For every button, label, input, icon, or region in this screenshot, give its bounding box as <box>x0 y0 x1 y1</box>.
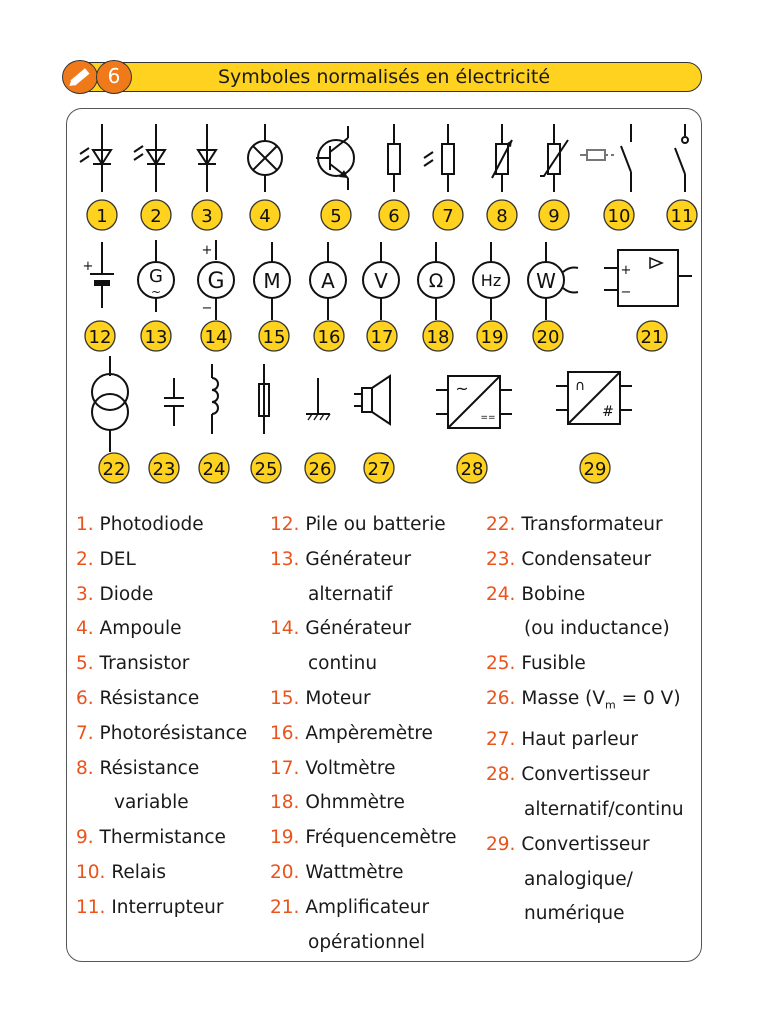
symbol-number-27 <box>364 453 394 483</box>
legend-item: 19. Fréquencemètre <box>270 827 457 849</box>
legend-item: 23. Condensateur <box>486 548 652 570</box>
legend-item-continuation: analogique/ <box>524 868 633 890</box>
symbol-number-20 <box>533 321 563 351</box>
legend-item: 21. Amplificateur <box>270 896 430 918</box>
thermistor-symbol <box>540 124 568 192</box>
photoresistor-symbol <box>424 124 454 192</box>
symbol-number-6 <box>379 200 409 230</box>
svg-text:~: ~ <box>455 379 469 398</box>
svg-text:19: 19 <box>480 327 504 348</box>
legend-item-continuation: continu <box>308 653 378 675</box>
svg-text:20: 20 <box>536 327 560 348</box>
ac-dc-converter-symbol <box>436 376 512 428</box>
symbol-number-14 <box>201 321 231 351</box>
legend-item: 2. DEL <box>76 548 136 570</box>
fuse-symbol <box>259 364 269 434</box>
legend-item: 3. Diode <box>76 583 154 605</box>
op-amp-symbol <box>604 250 692 306</box>
ammeter-symbol <box>310 242 346 320</box>
capacitor-symbol <box>164 378 184 426</box>
symbol-number-26 <box>305 453 335 483</box>
svg-text:G: G <box>149 266 163 287</box>
svg-text:25: 25 <box>254 459 278 480</box>
legend-item: 20. Wattmètre <box>270 861 404 883</box>
symbol-number-29 <box>580 453 610 483</box>
transistor-symbol <box>316 126 354 190</box>
svg-text:A: A <box>321 269 335 293</box>
svg-text:15: 15 <box>262 327 286 348</box>
variable-resistor-symbol <box>492 124 512 192</box>
transformer-symbol <box>92 356 128 452</box>
svg-text:+: + <box>201 243 213 258</box>
symbol-number-23 <box>149 453 179 483</box>
photodiode-symbol <box>80 124 111 192</box>
symbol-number-21 <box>637 321 667 351</box>
legend-item: 5. Transistor <box>76 653 190 675</box>
speaker-symbol <box>354 376 390 424</box>
legend-item-continuation: numérique <box>524 903 625 925</box>
legend-item: 29. Convertisseur <box>486 833 650 855</box>
voltmeter-symbol <box>363 242 399 320</box>
symbol-number-16 <box>314 321 344 351</box>
svg-text:3: 3 <box>201 206 213 227</box>
legend-item: 28. Convertisseur <box>486 764 650 786</box>
symbol-number-24 <box>199 453 229 483</box>
battery-symbol <box>83 242 114 308</box>
svg-text:G: G <box>207 269 225 294</box>
ground-symbol <box>306 378 330 420</box>
symbol-number-12 <box>85 321 115 351</box>
svg-text:13: 13 <box>144 327 168 348</box>
led-symbol <box>134 124 165 192</box>
svg-text:+: + <box>620 263 632 278</box>
symbol-number-1 <box>87 200 117 230</box>
legend-item: 14. Générateur <box>270 618 412 640</box>
symbol-number-7 <box>433 200 463 230</box>
symbols-panel <box>66 108 702 508</box>
relay-symbol <box>580 124 631 192</box>
legend-item: 7. Photorésistance <box>76 722 248 744</box>
svg-text:18: 18 <box>426 327 450 348</box>
svg-text:9: 9 <box>548 206 560 227</box>
wattmeter-symbol <box>528 242 578 320</box>
svg-text:22: 22 <box>102 459 126 480</box>
svg-text:26: 26 <box>308 459 332 480</box>
legend-column-3 <box>486 508 684 932</box>
symbol-number-28 <box>457 453 487 483</box>
svg-text:V: V <box>374 269 388 293</box>
svg-text:10: 10 <box>607 206 631 227</box>
svg-text:M: M <box>263 269 281 293</box>
symbol-number-4 <box>250 200 280 230</box>
svg-text:+: + <box>82 259 94 274</box>
svg-text:8: 8 <box>496 206 508 227</box>
svg-text:7: 7 <box>442 206 454 227</box>
svg-text:∩: ∩ <box>574 378 586 394</box>
symbol-number-8 <box>487 200 517 230</box>
svg-text:2: 2 <box>150 206 162 227</box>
svg-text:6: 6 <box>388 206 400 227</box>
legend-item: 13. Générateur <box>270 548 412 570</box>
legend-item: 9. Thermistance <box>76 827 226 849</box>
svg-text:24: 24 <box>202 459 226 480</box>
svg-text:W: W <box>536 269 556 293</box>
ohmmeter-symbol <box>418 242 454 320</box>
svg-text:1: 1 <box>96 206 108 227</box>
svg-text:Hz: Hz <box>480 271 502 290</box>
svg-text:−: − <box>201 301 213 316</box>
legend-item: 16. Ampèremètre <box>270 722 433 744</box>
symbol-number-22 <box>99 453 129 483</box>
legend-item: 1. Photodiode <box>76 514 204 535</box>
section-number-badge: 6 <box>96 60 132 94</box>
legend-item: 10. Relais <box>76 861 166 883</box>
svg-text:~: ~ <box>150 285 162 299</box>
frequency-meter-symbol <box>473 242 509 320</box>
symbol-number-10 <box>604 200 634 230</box>
legend-item: 17. Voltmètre <box>270 757 396 779</box>
resistor-symbol <box>388 124 400 192</box>
legend-item: 18. Ohmmètre <box>270 792 405 814</box>
title-banner <box>66 62 702 92</box>
dc-generator-symbol <box>198 240 234 320</box>
legend-item: 24. Bobine <box>486 583 586 605</box>
symbol-number-3 <box>192 200 222 230</box>
symbol-number-15 <box>259 321 289 351</box>
svg-text:−: − <box>620 285 632 300</box>
legend-item: 26. Masse ($V_m = 0$ V) <box>486 687 681 712</box>
legend-item: 12. Pile ou batterie <box>270 514 446 535</box>
legend-item: 22. Transformateur <box>486 514 663 535</box>
svg-text:28: 28 <box>460 459 484 480</box>
legend-item: 6. Résistance <box>76 687 200 709</box>
pencil-icon <box>62 60 98 94</box>
symbol-number-5 <box>321 200 351 230</box>
svg-text:12: 12 <box>88 327 112 348</box>
svg-text:5: 5 <box>330 206 342 227</box>
svg-text:16: 16 <box>317 327 341 348</box>
svg-text:11: 11 <box>670 206 694 227</box>
legend-item: 15. Moteur <box>270 687 371 709</box>
legend-item: 27. Haut parleur <box>486 729 638 751</box>
legend-item: 8. Résistance <box>76 757 200 779</box>
svg-text:#: # <box>602 404 614 420</box>
motor-symbol <box>254 242 290 320</box>
svg-text:27: 27 <box>367 459 391 480</box>
legend-column-2 <box>270 508 457 960</box>
ac-generator-symbol <box>138 240 174 312</box>
legend-item-continuation: alternatif <box>308 583 393 605</box>
svg-text:4: 4 <box>259 206 271 227</box>
symbol-number-2 <box>141 200 171 230</box>
symbol-number-18 <box>423 321 453 351</box>
symbol-number-17 <box>367 321 397 351</box>
inductor-symbol <box>212 364 218 434</box>
legend-item: 11. Interrupteur <box>76 896 224 918</box>
symbol-number-13 <box>141 321 171 351</box>
svg-text:Ω: Ω <box>428 270 444 292</box>
legend-item: 4. Ampoule <box>76 618 182 640</box>
legend-item-continuation: variable <box>114 792 189 814</box>
adc-converter-symbol <box>556 372 632 424</box>
diode-symbol <box>198 124 216 192</box>
legend-item-continuation: (ou inductance) <box>524 618 670 640</box>
legend-item: 25. Fusible <box>486 653 586 675</box>
symbol-number-25 <box>251 453 281 483</box>
legend-item-continuation: opérationnel <box>308 931 426 953</box>
svg-text:==: == <box>480 413 496 423</box>
legend-item-continuation: alternatif/continu <box>524 799 684 821</box>
switch-symbol <box>675 124 688 192</box>
symbol-number-19 <box>477 321 507 351</box>
symbol-number-9 <box>539 200 569 230</box>
page-title: Symboles normalisés en électricité <box>217 66 551 88</box>
lamp-symbol <box>248 124 282 192</box>
svg-text:14: 14 <box>204 327 228 348</box>
svg-text:17: 17 <box>370 327 394 348</box>
svg-text:23: 23 <box>152 459 176 480</box>
legend-column-1 <box>76 508 247 926</box>
symbol-number-11 <box>667 200 697 230</box>
svg-text:29: 29 <box>583 459 607 480</box>
svg-text:21: 21 <box>640 327 664 348</box>
